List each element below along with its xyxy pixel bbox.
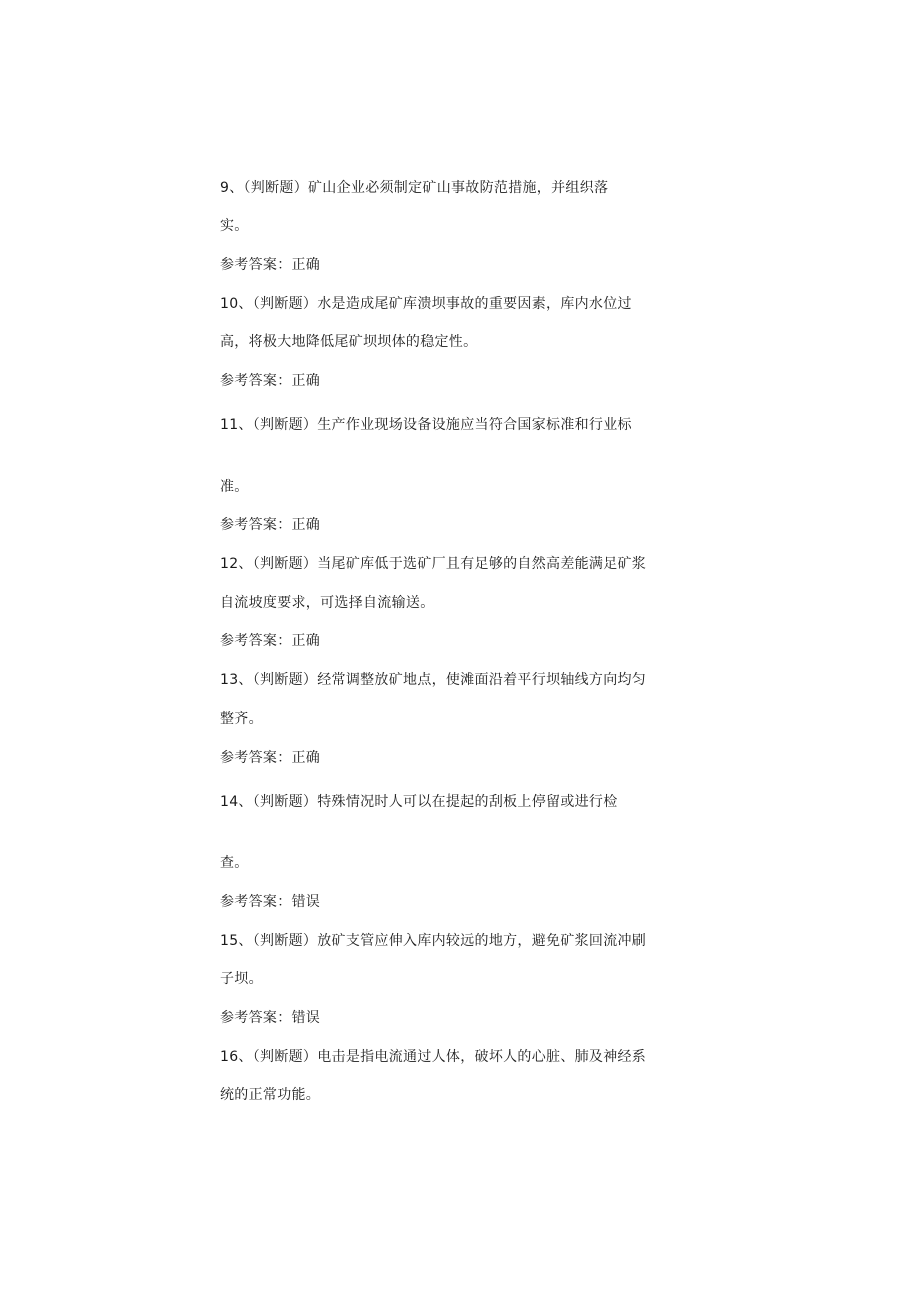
question-13-text-line1: 13、（判断题）经常调整放矿地点，使滩面沿着平行坝轴线方向均匀 — [220, 672, 647, 688]
question-10-text-line1: 10、（判断题）水是造成尾矿库溃坝事故的重要因素，库内水位过 — [220, 296, 632, 312]
question-11-text-line2: 准。 — [220, 479, 249, 495]
question-15-text-line2: 子坝。 — [220, 971, 263, 987]
question-13-text-line2: 整齐。 — [220, 711, 263, 727]
question-12-text-line1: 12、（判断题）当尾矿库低于选矿厂且有足够的自然高差能满足矿浆 — [220, 556, 647, 572]
question-9-text-line2: 实。 — [220, 218, 249, 234]
question-9-answer: 参考答案：正确 — [220, 257, 321, 273]
question-12-text-line2: 自流坡度要求，可选择自流输送。 — [220, 595, 435, 611]
question-12-answer: 参考答案：正确 — [220, 633, 321, 649]
question-11-answer: 参考答案：正确 — [220, 517, 321, 533]
question-15-answer: 参考答案：错误 — [220, 1010, 321, 1026]
question-13-answer: 参考答案：正确 — [220, 750, 321, 766]
question-15-text-line1: 15、（判断题）放矿支管应伸入库内较远的地方，避免矿浆回流冲刷 — [220, 933, 647, 949]
question-10-answer: 参考答案：正确 — [220, 373, 321, 389]
question-14-text-line1: 14、（判断题）特殊情况时人可以在提起的刮板上停留或进行检 — [220, 794, 618, 810]
question-10-text-line2: 高，将极大地降低尾矿坝坝体的稳定性。 — [220, 334, 478, 350]
question-9-text-line1: 9、（判断题）矿山企业必须制定矿山事故防范措施，并组织落 — [220, 180, 609, 196]
question-14-text-line2: 查。 — [220, 855, 249, 871]
question-11-text-line1: 11、（判断题）生产作业现场设备设施应当符合国家标准和行业标 — [220, 417, 632, 433]
question-14-answer: 参考答案：错误 — [220, 894, 321, 910]
question-16-text-line1: 16、（判断题）电击是指电流通过人体，破坏人的心脏、肺及神经系 — [220, 1049, 647, 1065]
question-16-text-line2: 统的正常功能。 — [220, 1087, 321, 1103]
